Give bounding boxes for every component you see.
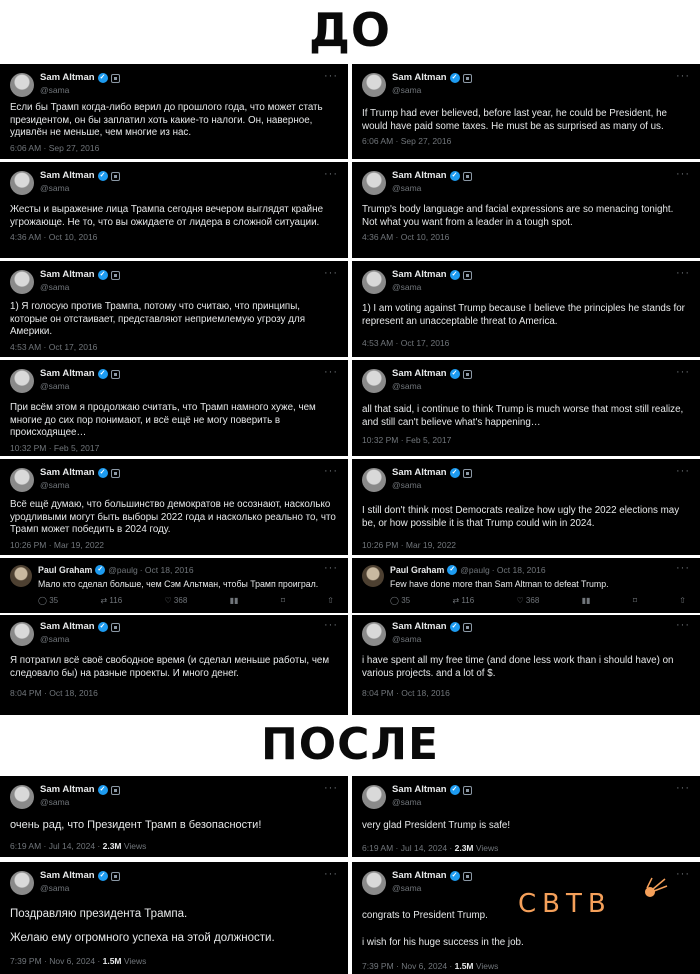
user-handle[interactable]: @sama bbox=[392, 381, 422, 391]
tweet-timestamp[interactable]: 10:32 PM · Feb 5, 2017 bbox=[10, 442, 100, 453]
user-handle[interactable]: @sama bbox=[40, 797, 70, 807]
avatar[interactable] bbox=[362, 468, 386, 492]
reply-user-name[interactable]: Paul Graham bbox=[38, 565, 93, 575]
affiliate-badge-icon bbox=[111, 786, 120, 795]
retweet-count: 116 bbox=[461, 596, 475, 605]
tweet-text: very glad President Trump is safe! bbox=[362, 820, 511, 831]
view-count: 1.5M bbox=[102, 956, 122, 966]
before-title: ДО bbox=[308, 3, 392, 57]
user-handle[interactable]: @sama bbox=[392, 634, 422, 644]
like-icon[interactable]: ♡ 368 bbox=[516, 596, 540, 605]
tweet-after-ru-1[interactable] bbox=[0, 776, 348, 857]
user-handle[interactable]: @sama bbox=[392, 797, 422, 807]
tweet-timestamp[interactable]: 7:39 PM · Nov 6, 2024 · bbox=[362, 961, 455, 971]
reply-count: 35 bbox=[49, 596, 59, 605]
verified-badge-icon: ✓ bbox=[450, 270, 460, 280]
more-icon[interactable]: ··· bbox=[676, 465, 690, 477]
tweet-text: Всё ещё думаю, что большинство демократов не осознают, насколько уродливыми могут быть выборы 2022 года и насколько реально то, что Трамп может победить в 2024 году. bbox=[10, 499, 336, 535]
like-count: 368 bbox=[173, 596, 188, 605]
tweet-text: Жесты и выражение лица Трампа сегодня вечером выглядят крайне угрожающе. Не то, что вы ожидаете от лидера в сложной ситуации. bbox=[10, 204, 324, 228]
affiliate-badge-icon bbox=[111, 872, 120, 881]
svtv-logo bbox=[518, 884, 668, 924]
verified-badge-icon: ✓ bbox=[98, 785, 108, 795]
affiliate-badge-icon bbox=[463, 74, 472, 83]
more-icon[interactable]: ··· bbox=[324, 562, 338, 574]
tweet-timestamp[interactable]: 6:06 AM · Sep 27, 2016 bbox=[10, 142, 100, 153]
user-name[interactable]: Sam Altman bbox=[40, 72, 95, 83]
retweet-icon[interactable]: ⇄ 116 bbox=[100, 596, 123, 605]
verified-badge-icon: ✓ bbox=[95, 565, 105, 575]
tweet-text: При всём этом я продолжаю считать, что Трамп намного хуже, чем многие до сих пор понимают, и всё ещё не могу поверить в происходящее… bbox=[10, 402, 316, 438]
share-icon[interactable]: ⇧ bbox=[327, 596, 334, 605]
logo-text: СВТВ bbox=[518, 889, 612, 919]
tweet-en-5[interactable] bbox=[352, 459, 700, 555]
user-name[interactable]: Sam Altman bbox=[40, 269, 95, 280]
user-handle[interactable]: @sama bbox=[392, 883, 422, 893]
user-name[interactable]: Sam Altman bbox=[392, 368, 447, 379]
tweet-after-ru-2[interactable] bbox=[0, 862, 348, 974]
user-name[interactable]: Sam Altman bbox=[392, 870, 447, 881]
tweet-text: If Trump had ever believed, before last year, he could be President, he would have paid some taxes. He must be as surprised as many of us. bbox=[362, 108, 667, 132]
verified-badge-icon: ✓ bbox=[98, 171, 108, 181]
avatar[interactable] bbox=[362, 171, 386, 195]
reply-user-name[interactable]: Paul Graham bbox=[390, 565, 445, 575]
tweet-timestamp[interactable]: 4:53 AM · Oct 17, 2016 bbox=[10, 341, 98, 352]
avatar[interactable] bbox=[10, 171, 34, 195]
more-icon[interactable]: ··· bbox=[676, 619, 690, 631]
views-label: Views bbox=[473, 842, 499, 853]
tweet-timestamp[interactable]: 8:04 PM · Oct 18, 2016 bbox=[362, 688, 450, 698]
tweet-text: Я потратил всё своё свободное время (и сделал меньше работы, чем следовало бы) на разные проекты. И много денег. bbox=[10, 655, 330, 679]
more-icon[interactable]: ··· bbox=[324, 465, 338, 477]
tweet-ru-1[interactable] bbox=[0, 64, 348, 159]
verified-badge-icon: ✓ bbox=[98, 73, 108, 83]
user-name[interactable]: Sam Altman bbox=[392, 467, 447, 478]
affiliate-badge-icon bbox=[463, 786, 472, 795]
affiliate-badge-icon bbox=[463, 172, 472, 181]
user-handle[interactable]: @sama bbox=[392, 282, 422, 292]
avatar[interactable] bbox=[362, 871, 386, 895]
reply-date[interactable]: · Oct 18, 2016 bbox=[139, 565, 194, 575]
tweet-en-1[interactable] bbox=[352, 64, 700, 159]
more-icon[interactable]: ··· bbox=[324, 868, 338, 880]
affiliate-badge-icon bbox=[111, 469, 120, 478]
verified-badge-icon: ✓ bbox=[450, 785, 460, 795]
tweet-text-line1: Поздравляю президента Трампа. bbox=[10, 908, 188, 920]
more-icon[interactable]: ··· bbox=[676, 70, 690, 82]
tweet-timestamp[interactable]: 4:36 AM · Oct 10, 2016 bbox=[10, 232, 98, 242]
avatar[interactable] bbox=[362, 622, 386, 646]
tweet-ru-2[interactable] bbox=[0, 162, 348, 258]
user-handle[interactable]: @sama bbox=[40, 634, 70, 644]
user-handle[interactable]: @sama bbox=[40, 183, 70, 193]
more-icon[interactable]: ··· bbox=[676, 267, 690, 279]
avatar[interactable] bbox=[362, 73, 386, 97]
more-icon[interactable]: ··· bbox=[324, 619, 338, 631]
tweet-after-en-1[interactable] bbox=[352, 776, 700, 857]
view-count: 2.3M bbox=[102, 841, 122, 851]
more-icon[interactable]: ··· bbox=[676, 868, 690, 880]
tweet-text-line2: i wish for his huge success in the job. bbox=[362, 936, 524, 948]
avatar[interactable] bbox=[10, 785, 34, 809]
user-name[interactable]: Sam Altman bbox=[40, 467, 95, 478]
avatar[interactable] bbox=[10, 73, 34, 97]
tweet-timestamp[interactable]: 10:32 PM · Feb 5, 2017 bbox=[362, 435, 452, 445]
verified-badge-icon: ✓ bbox=[98, 468, 108, 478]
views-label: Views bbox=[121, 841, 147, 851]
reply-icon[interactable]: ◯ 35 bbox=[38, 596, 59, 605]
user-name[interactable]: Sam Altman bbox=[40, 621, 95, 632]
bookmark-icon[interactable]: ⌑ bbox=[632, 596, 637, 605]
tweet-ru-4[interactable] bbox=[0, 360, 348, 456]
like-count: 368 bbox=[525, 596, 540, 605]
affiliate-badge-icon bbox=[111, 172, 120, 181]
tweet-timestamp[interactable]: 7:39 PM · Nov 6, 2024 · bbox=[10, 956, 103, 966]
more-icon[interactable]: ··· bbox=[676, 562, 690, 574]
tweet-text: I still don't think most Democrats realize how ugly the 2022 elections may be, or how possible it is that Trump could win in 2024. bbox=[362, 505, 680, 529]
user-handle[interactable]: @sama bbox=[40, 282, 70, 292]
view-count: 2.3M bbox=[454, 842, 474, 853]
affiliate-badge-icon bbox=[111, 370, 120, 379]
affiliate-badge-icon bbox=[463, 469, 472, 478]
verified-badge-icon: ✓ bbox=[450, 369, 460, 379]
more-icon[interactable]: ··· bbox=[324, 168, 338, 180]
avatar[interactable] bbox=[10, 565, 32, 587]
tweet-en-3[interactable] bbox=[352, 261, 700, 357]
user-name[interactable]: Sam Altman bbox=[392, 784, 447, 795]
tweet-text: очень рад, что Президент Трамп в безопасности! bbox=[10, 819, 262, 831]
tweet-timestamp[interactable]: 6:06 AM · Sep 27, 2016 bbox=[362, 136, 452, 146]
avatar[interactable] bbox=[362, 369, 386, 393]
after-title: ПОСЛЕ bbox=[260, 719, 440, 770]
user-handle[interactable]: @sama bbox=[40, 381, 70, 391]
thread-en[interactable] bbox=[352, 558, 700, 715]
tweet-text: Trump's body language and facial expressions are so menacing tonight. Not what you want from a leader in a tough spot. bbox=[362, 204, 674, 228]
verified-badge-icon: ✓ bbox=[450, 468, 460, 478]
reply-count: 35 bbox=[401, 596, 411, 605]
tweet-timestamp[interactable]: 6:19 AM · Jul 14, 2024 · bbox=[10, 841, 103, 851]
user-handle[interactable]: @sama bbox=[392, 85, 422, 95]
tweet-text: 1) Я голосую против Трампа, потому что считаю, что принципы, которые он отстаивает, представляют неприемлемую угрозу для Америки. bbox=[10, 301, 306, 337]
retweet-count: 116 bbox=[109, 596, 123, 605]
verified-badge-icon: ✓ bbox=[98, 871, 108, 881]
tweet-timestamp[interactable]: 4:36 AM · Oct 10, 2016 bbox=[362, 232, 450, 242]
affiliate-badge-icon bbox=[463, 623, 472, 632]
user-name[interactable]: Sam Altman bbox=[40, 170, 95, 181]
user-handle[interactable]: @sama bbox=[392, 480, 422, 490]
tweet-timestamp[interactable]: 10:26 PM · Mar 19, 2022 bbox=[362, 540, 457, 550]
tweet-ru-3[interactable] bbox=[0, 261, 348, 357]
avatar[interactable] bbox=[10, 622, 34, 646]
share-icon[interactable]: ⇧ bbox=[679, 596, 686, 605]
verified-badge-icon: ✓ bbox=[450, 73, 460, 83]
user-handle[interactable]: @sama bbox=[40, 85, 70, 95]
verified-badge-icon: ✓ bbox=[447, 565, 457, 575]
avatar[interactable] bbox=[362, 270, 386, 294]
tweet-text: Если бы Трамп когда-либо верил до прошлого года, что может стать президентом, он бы заплатил хоть какие-то налоги. Он, наверное, удивлён не меньше, чем многие из нас. bbox=[10, 102, 323, 138]
reply-date[interactable]: · Oct 18, 2016 bbox=[491, 565, 546, 575]
user-name[interactable]: Sam Altman bbox=[392, 170, 447, 181]
avatar[interactable] bbox=[10, 270, 34, 294]
verified-badge-icon: ✓ bbox=[98, 270, 108, 280]
tweet-ru-5[interactable] bbox=[0, 459, 348, 555]
user-name[interactable]: Sam Altman bbox=[392, 621, 447, 632]
reply-icon[interactable]: ◯ 35 bbox=[390, 596, 411, 605]
verified-badge-icon: ✓ bbox=[450, 871, 460, 881]
affiliate-badge-icon bbox=[463, 271, 472, 280]
tweet-timestamp[interactable]: 8:04 PM · Oct 18, 2016 bbox=[10, 688, 98, 698]
tweet-timestamp[interactable]: 10:26 PM · Mar 19, 2022 bbox=[10, 539, 105, 550]
views-label: Views bbox=[473, 961, 499, 971]
user-handle[interactable]: @sama bbox=[40, 480, 70, 490]
user-name[interactable]: Sam Altman bbox=[392, 72, 447, 83]
tweet-text: all that said, i continue to think Trump is much worse that most still realize, and still can't believe what's happening… bbox=[362, 404, 684, 428]
affiliate-badge-icon bbox=[463, 872, 472, 881]
avatar[interactable] bbox=[10, 871, 34, 895]
stats-icon[interactable]: ▮▮ bbox=[229, 596, 239, 605]
avatar[interactable] bbox=[362, 785, 386, 809]
more-icon[interactable]: ··· bbox=[676, 782, 690, 794]
reply-user-handle[interactable]: @paulg bbox=[460, 565, 490, 575]
tweet-text: i have spent all my free time (and done less work than i should have) on various projects. and a lot of $. bbox=[362, 655, 674, 679]
tweet-text-line1: congrats to President Trump. bbox=[362, 910, 488, 921]
affiliate-badge-icon bbox=[463, 370, 472, 379]
user-name[interactable]: Sam Altman bbox=[40, 784, 95, 795]
verified-badge-icon: ✓ bbox=[450, 171, 460, 181]
affiliate-badge-icon bbox=[111, 271, 120, 280]
avatar[interactable] bbox=[10, 468, 34, 492]
stats-icon[interactable]: ▮▮ bbox=[581, 596, 591, 605]
user-name[interactable]: Sam Altman bbox=[40, 368, 95, 379]
more-icon[interactable]: ··· bbox=[676, 168, 690, 180]
tweet-en-4[interactable] bbox=[352, 360, 700, 456]
user-name[interactable]: Sam Altman bbox=[40, 870, 95, 881]
affiliate-badge-icon bbox=[111, 74, 120, 83]
affiliate-badge-icon bbox=[111, 623, 120, 632]
retweet-icon[interactable]: ⇄ 116 bbox=[452, 596, 475, 605]
reply-user-handle[interactable]: @paulg bbox=[108, 565, 138, 575]
tweet-text: 1) I am voting against Trump because I believe the principles he stands for represent an unacceptable threat to America. bbox=[362, 303, 685, 327]
tweet-timestamp[interactable]: 6:19 AM · Jul 14, 2024 · bbox=[362, 842, 455, 853]
user-handle[interactable]: @sama bbox=[40, 883, 70, 893]
views-label: Views bbox=[121, 956, 147, 966]
user-name[interactable]: Sam Altman bbox=[392, 269, 447, 280]
more-icon[interactable]: ··· bbox=[676, 366, 690, 378]
satellite-icon bbox=[638, 876, 668, 906]
tweet-en-2[interactable] bbox=[352, 162, 700, 258]
view-count: 1.5M bbox=[454, 961, 474, 971]
tweet-timestamp[interactable]: 4:53 AM · Oct 17, 2016 bbox=[362, 338, 450, 348]
more-icon[interactable]: ··· bbox=[324, 366, 338, 378]
like-icon[interactable]: ♡ 368 bbox=[164, 596, 188, 605]
avatar[interactable] bbox=[362, 565, 384, 587]
verified-badge-icon: ✓ bbox=[98, 369, 108, 379]
more-icon[interactable]: ··· bbox=[324, 70, 338, 82]
thread-ru[interactable] bbox=[0, 558, 348, 715]
reply-text: Мало кто сделал больше, чем Сэм Альтман, чтобы Трамп проиграл. bbox=[38, 579, 319, 589]
more-icon[interactable]: ··· bbox=[324, 782, 338, 794]
tweet-text-line2: Желаю ему огромного успеха на этой должности. bbox=[10, 932, 275, 944]
reply-text: Few have done more than Sam Altman to defeat Trump. bbox=[390, 579, 609, 589]
bookmark-icon[interactable]: ⌑ bbox=[280, 596, 285, 605]
more-icon[interactable]: ··· bbox=[324, 267, 338, 279]
user-handle[interactable]: @sama bbox=[392, 183, 422, 193]
verified-badge-icon: ✓ bbox=[450, 622, 460, 632]
verified-badge-icon: ✓ bbox=[98, 622, 108, 632]
avatar[interactable] bbox=[10, 369, 34, 393]
